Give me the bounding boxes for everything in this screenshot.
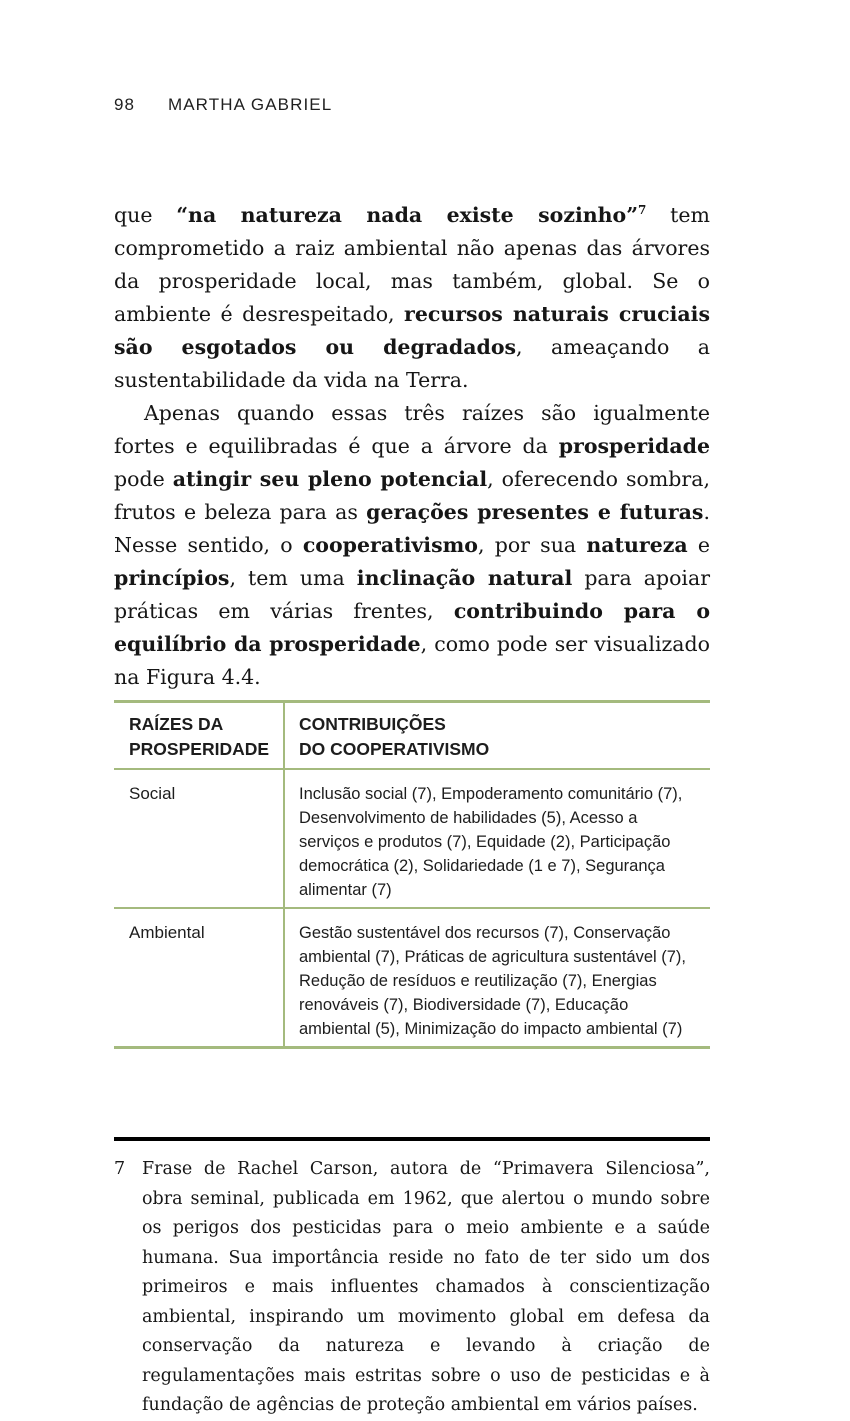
text-segment: e (687, 533, 711, 557)
footnote-separator-rule (114, 1137, 710, 1141)
running-title: MARTHA GABRIEL (167, 95, 333, 114)
text-segment-bold: recursos naturais cruciais são esgotados ou degradados (114, 302, 710, 359)
table-row-ambiental (114, 907, 710, 1046)
row-label: Ambiental (114, 909, 285, 1046)
text-segment-bold: contribuindo para o equilíbrio da prosperidade (114, 599, 711, 656)
text-segment: , por sua (477, 533, 587, 557)
text-segment-bold: cooperativismo (302, 533, 478, 557)
text-segment-bold: inclinação natural (356, 566, 573, 590)
book-page (114, 0, 710, 1421)
text-segment: , oferecendo sombra, frutos e beleza para as (114, 467, 710, 524)
text-segment: que (114, 203, 177, 227)
footnote-ref-7: 7 (638, 203, 647, 218)
table-header-contributions (285, 703, 710, 768)
text-segment: tem comprometido a raiz ambiental não apenas das árvores da prosperidade local, mas também, global. Se o ambiente é desrespeitado, (114, 203, 710, 326)
text-segment: , ameaçando a sustentabilidade da vida na Terra. (114, 335, 710, 392)
text-segment: Apenas quando essas três raízes são igualmente fortes e equilibradas é que a árvore da (114, 401, 710, 458)
contributions-table (114, 700, 710, 1049)
text-segment: , como pode ser visualizado na Figura 4.4. (114, 632, 710, 689)
header-line: DO COOPERATIVISMO (299, 739, 490, 759)
text-segment-bold: “na natureza nada existe sozinho” (176, 203, 639, 227)
footnote-marker: 7 (114, 1159, 126, 1179)
footnote-7 (114, 1155, 710, 1421)
text-segment-bold: atingir seu pleno potencial (172, 467, 488, 491)
footnote-text: Frase de Rachel Carson, autora de “Primavera Silenciosa”, obra seminal, publicada em 1962, que alertou o mundo sobre os perigos dos pesticidas para o meio ambiente e a saúde humana. Sua importância reside no fato de ter sido um dos primeiros e mais influentes chamados à conscientização ambiental, inspirando um movimento global em defesa da conservação da natureza e levando à criação de regulamentações mais estritas sobre o uso de pesticidas e à fundação de agências de proteção ambiental em vários países. (142, 1159, 710, 1415)
text-segment-bold: natureza (586, 533, 688, 557)
row-contributions: Gestão sustentável dos recursos (7), Conservação ambiental (7), Práticas de agricultura sustentável (7), Redução de resíduos e reutilização (7), Energias renováveis (7), Biodiversidade (7), Educação ambiental (5), Minimização do impacto ambiental (7) (299, 924, 687, 1038)
header-line: CONTRIBUIÇÕES (299, 714, 446, 734)
text-segment-bold: prosperidade (558, 434, 710, 458)
page-number: 98 (114, 95, 136, 114)
body-text (114, 199, 710, 694)
text-segment: . Nesse sentido, o (114, 500, 710, 557)
text-segment-bold: gerações presentes e futuras (366, 500, 704, 524)
header-line: RAÍZES DA (129, 714, 224, 734)
row-contributions: Inclusão social (7), Empoderamento comunitário (7), Desenvolvimento de habilidades (5), Acesso a serviços e produtos (7), Equidade (2), Participação democrática (2), Solidariedade (1 e 7), Segurança alimentar (7) (299, 785, 683, 899)
table-header-roots (114, 703, 285, 768)
table-row-social (114, 768, 710, 907)
text-segment: pode (114, 467, 173, 491)
text-segment-bold: princípios (114, 566, 230, 590)
header-line: PROSPERIDADE (129, 739, 270, 759)
running-head (114, 95, 710, 115)
row-label: Social (114, 770, 285, 907)
paragraph-nature-quote (114, 199, 710, 397)
text-segment: para apoiar práticas em várias frentes, (114, 566, 710, 623)
paragraph-prosperity-tree (114, 397, 710, 694)
table-header-row (114, 703, 710, 768)
text-segment: , tem uma (229, 566, 357, 590)
